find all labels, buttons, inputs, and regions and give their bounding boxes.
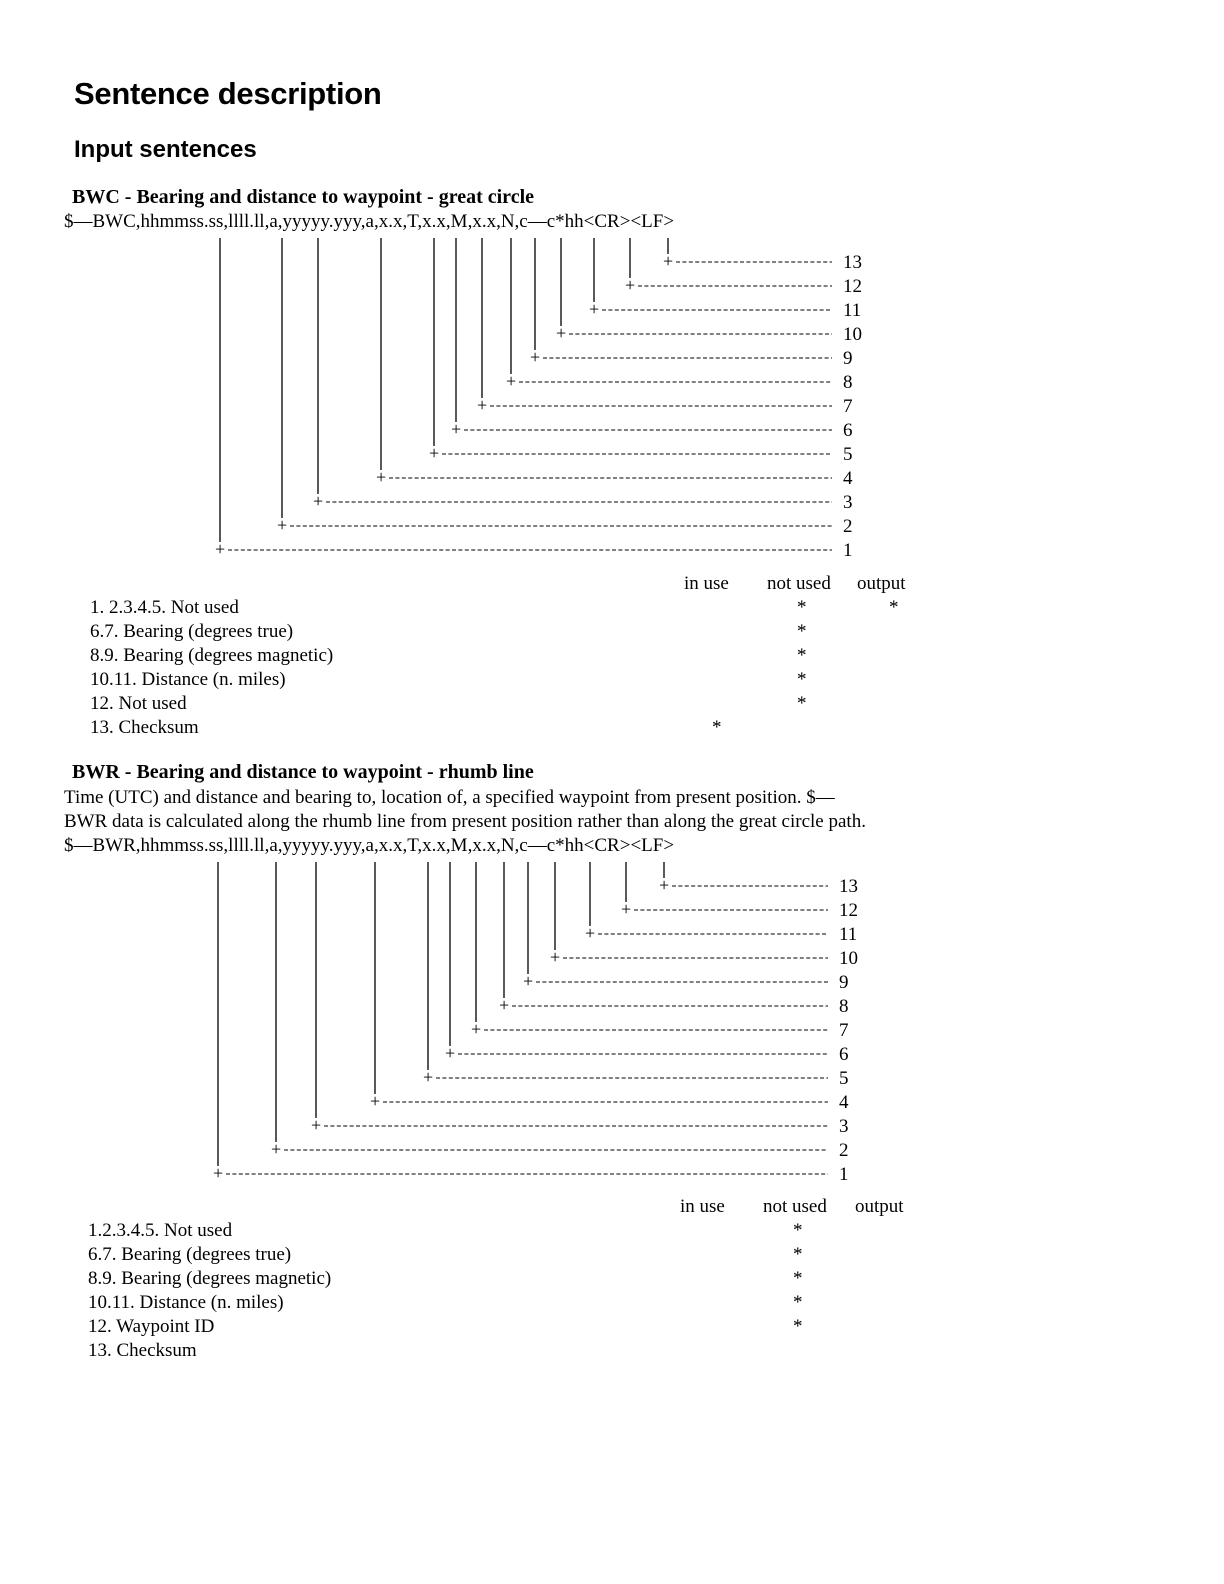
field-label: 8.9. Bearing (degrees magnetic)	[90, 645, 334, 666]
diagram-field-number: 12	[839, 900, 858, 921]
field-label: 12. Waypoint ID	[88, 1316, 215, 1337]
diagram-field-number: 7	[843, 396, 853, 417]
diagram-plus: +	[471, 1019, 482, 1039]
page-title: Sentence description	[74, 76, 382, 111]
diagram-field-number: 13	[843, 252, 862, 273]
diagram-plus: +	[423, 1067, 434, 1087]
diagram-plus: +	[659, 875, 670, 895]
diagram-plus: +	[556, 323, 567, 343]
diagram-field-number: 5	[843, 444, 853, 465]
bwr-title: BWR - Bearing and distance to waypoint - rhumb line	[72, 761, 534, 783]
diagram-plus: +	[213, 1163, 224, 1183]
diagram-plus: +	[523, 971, 534, 991]
diagram-field-number: 5	[839, 1068, 849, 1089]
diagram-field-number: 8	[843, 372, 853, 393]
diagram-plus: +	[663, 251, 674, 271]
diagram-field-number: 3	[843, 492, 853, 513]
diagram-plus: +	[530, 347, 541, 367]
bwr-header-output: output	[855, 1196, 904, 1217]
field-label: 1. 2.3.4.5. Not used	[90, 597, 239, 618]
field-label: 12. Not used	[90, 693, 187, 714]
field-mark-not-used: *	[793, 1220, 803, 1241]
diagram-plus: +	[477, 395, 488, 415]
diagram-plus: +	[499, 995, 510, 1015]
diagram-field-number: 9	[839, 972, 849, 993]
field-label: 8.9. Bearing (degrees magnetic)	[88, 1268, 332, 1289]
diagram-field-number: 11	[843, 300, 862, 321]
diagram-field-number: 12	[843, 276, 862, 297]
diagram-field-number: 7	[839, 1020, 849, 1041]
field-label: 10.11. Distance (n. miles)	[90, 669, 286, 690]
bwc-header-in-use: in use	[684, 573, 729, 594]
diagram-field-number: 6	[839, 1044, 849, 1065]
diagram-plus: +	[451, 419, 462, 439]
diagram-field-number: 1	[839, 1164, 849, 1185]
bwr-description-line: BWR data is calculated along the rhumb line from present position rather than along the great circle path.	[64, 811, 866, 832]
bwc-header-output: output	[857, 573, 906, 594]
section-heading: Input sentences	[74, 136, 257, 163]
diagram-plus: +	[313, 491, 324, 511]
field-row	[0, 1292, 1000, 1316]
field-label: 13. Checksum	[90, 717, 199, 738]
bwr-description-line: Time (UTC) and distance and bearing to, location of, a specified waypoint from present position. $—	[64, 787, 835, 808]
diagram-field-number: 3	[839, 1116, 849, 1137]
diagram-plus: +	[277, 515, 288, 535]
field-label: 6.7. Bearing (degrees true)	[88, 1244, 292, 1265]
field-mark-not-used: *	[797, 645, 807, 666]
diagram-field-number: 13	[839, 876, 858, 897]
diagram-plus: +	[271, 1139, 282, 1159]
field-label: 10.11. Distance (n. miles)	[88, 1292, 284, 1313]
field-mark-not-used: *	[797, 597, 807, 618]
bwc-format: $—BWC,hhmmss.ss,llll.ll,a,yyyyy.yyy,a,x.x,T,x.x,M,x.x,N,c—c*hh<CR><LF>	[64, 211, 675, 232]
diagram-plus: +	[550, 947, 561, 967]
diagram-field-number: 4	[839, 1092, 849, 1113]
bwr-header-in-use: in use	[680, 1196, 725, 1217]
diagram-plus: +	[311, 1115, 322, 1135]
diagram-plus: +	[621, 899, 632, 919]
diagram-field-number: 1	[843, 540, 853, 561]
diagram-plus: +	[625, 275, 636, 295]
field-label: 6.7. Bearing (degrees true)	[90, 621, 294, 642]
field-row	[0, 1268, 1000, 1292]
diagram-field-number: 4	[843, 468, 853, 489]
field-mark-not-used: *	[797, 669, 807, 690]
diagram-plus: +	[429, 443, 440, 463]
diagram-plus: +	[585, 923, 596, 943]
field-mark-not-used: *	[797, 693, 807, 714]
field-mark-not-used: *	[793, 1268, 803, 1289]
diagram-field-number: 9	[843, 348, 853, 369]
diagram-field-number: 11	[839, 924, 858, 945]
bwc-header-not-used: not used	[767, 573, 831, 594]
field-mark-not-used: *	[793, 1244, 803, 1265]
bwc-title: BWC - Bearing and distance to waypoint - great circle	[72, 186, 535, 208]
diagram-field-number: 10	[843, 324, 862, 345]
field-label: 1.2.3.4.5. Not used	[88, 1220, 233, 1241]
bwr-header-not-used: not used	[763, 1196, 827, 1217]
field-mark-output: *	[889, 597, 899, 618]
diagram-plus: +	[445, 1043, 456, 1063]
field-mark-in-use: *	[712, 717, 722, 738]
diagram-field-number: 10	[839, 948, 858, 969]
field-row	[0, 1220, 1000, 1244]
diagram-plus: +	[506, 371, 517, 391]
field-mark-not-used: *	[797, 621, 807, 642]
diagram-plus: +	[376, 467, 387, 487]
diagram-field-number: 8	[839, 996, 849, 1017]
field-row	[0, 1244, 1000, 1268]
bwr-format: $—BWR,hhmmss.ss,llll.ll,a,yyyyy.yyy,a,x.x,T,x.x,M,x.x,N,c—c*hh<CR><LF>	[64, 835, 675, 856]
diagram-field-number: 2	[843, 516, 853, 537]
field-mark-not-used: *	[793, 1292, 803, 1313]
field-mark-not-used: *	[793, 1316, 803, 1337]
diagram-field-number: 2	[839, 1140, 849, 1161]
diagram-plus: +	[370, 1091, 381, 1111]
field-row	[0, 1340, 1000, 1364]
diagram-plus: +	[589, 299, 600, 319]
field-row	[0, 1316, 1000, 1340]
diagram-plus: +	[215, 539, 226, 559]
field-label: 13. Checksum	[88, 1340, 197, 1361]
diagram-field-number: 6	[843, 420, 853, 441]
